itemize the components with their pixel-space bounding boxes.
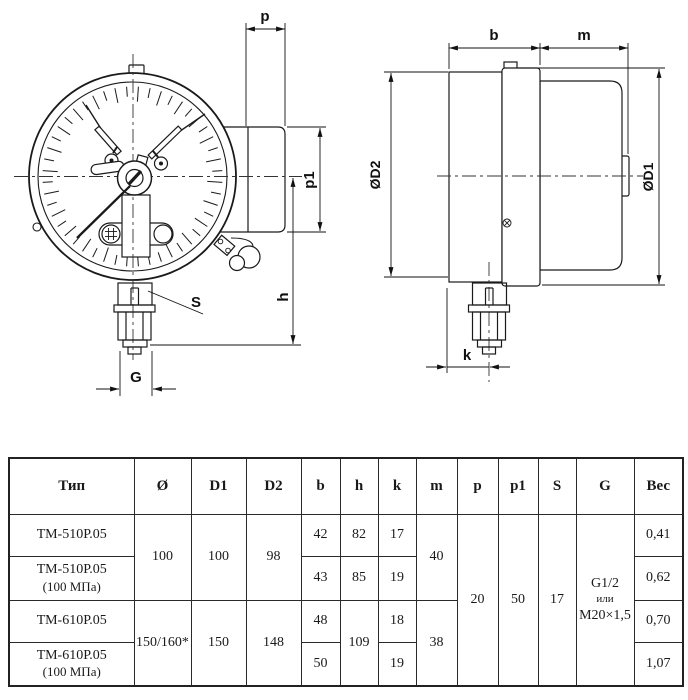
col-header-s: S [538, 458, 576, 514]
cell-d1: 150 [191, 600, 246, 686]
col-header-p1: p1 [498, 458, 538, 514]
cell-k: 18 [378, 600, 416, 642]
cell-weight: 0,62 [634, 556, 683, 600]
col-header-d1: D1 [191, 458, 246, 514]
side-view [437, 62, 643, 382]
header-row [9, 458, 683, 514]
cell-dia: 150/160* [134, 600, 191, 686]
cell-d2: 148 [246, 600, 301, 686]
rim-fitting [33, 223, 41, 231]
col-header-m: m [416, 458, 457, 514]
cell-k: 19 [378, 556, 416, 600]
cell-p: 20 [457, 514, 498, 686]
back-housing [540, 81, 622, 270]
cell-type: ТМ-610Р.05 (100 МПа) [9, 642, 134, 686]
col-header-weight: Вес [634, 458, 683, 514]
col-header-g: G [576, 458, 634, 514]
cell-d2: 98 [246, 514, 301, 600]
bezel-ring [502, 68, 540, 286]
cable-gland [214, 235, 260, 270]
col-header-d2: D2 [246, 458, 301, 514]
dim-label-m: m [577, 27, 591, 44]
cell-b: 42 [301, 514, 340, 556]
col-header-dia: Ø [134, 458, 191, 514]
col-header-h: h [340, 458, 378, 514]
cell-b: 50 [301, 642, 340, 686]
screw-right [154, 225, 172, 243]
dim-label-p: p [260, 8, 270, 25]
movement-bracket [122, 195, 150, 257]
cell-h: 82 [340, 514, 378, 556]
dim-label-d2: ØD2 [367, 160, 383, 190]
cell-k: 19 [378, 642, 416, 686]
cell-type: ТМ-510Р.05 [9, 514, 134, 556]
front-stem [114, 283, 155, 354]
col-header-b: b [301, 458, 340, 514]
screw-left [102, 225, 120, 243]
col-header-type: Тип [9, 458, 134, 514]
cell-h: 85 [340, 556, 378, 600]
dim-label-h: h [275, 292, 292, 302]
cell-weight: 1,07 [634, 642, 683, 686]
cell-type: ТМ-610Р.05 [9, 600, 134, 642]
cell-s: 17 [538, 514, 576, 686]
dim-label-p1: p1 [301, 171, 318, 189]
cell-dia: 100 [134, 514, 191, 600]
cell-k: 17 [378, 514, 416, 556]
cell-m: 40 [416, 514, 457, 600]
dim-label-d1: ØD1 [640, 162, 656, 192]
dim-label-s: S [190, 294, 202, 311]
cell-weight: 0,41 [634, 514, 683, 556]
cell-weight: 0,70 [634, 600, 683, 642]
col-header-p: p [457, 458, 498, 514]
cell-g: G1/2 или M20×1,5 [576, 514, 634, 686]
dimensions-table [8, 457, 684, 687]
cell-m: 38 [416, 600, 457, 686]
front-view [14, 54, 302, 360]
case-body [449, 72, 502, 282]
cell-d1: 100 [191, 514, 246, 600]
cell-b: 48 [301, 600, 340, 642]
col-header-k: k [378, 458, 416, 514]
cell-h: 109 [340, 600, 378, 686]
dim-label-g: G [130, 369, 142, 386]
dim-label-b: b [489, 27, 499, 44]
cell-type: ТМ-510Р.05 (100 МПа) [9, 556, 134, 600]
table-row [9, 514, 683, 556]
cell-p1: 50 [498, 514, 538, 686]
cell-b: 43 [301, 556, 340, 600]
dim-label-k: k [462, 347, 472, 364]
